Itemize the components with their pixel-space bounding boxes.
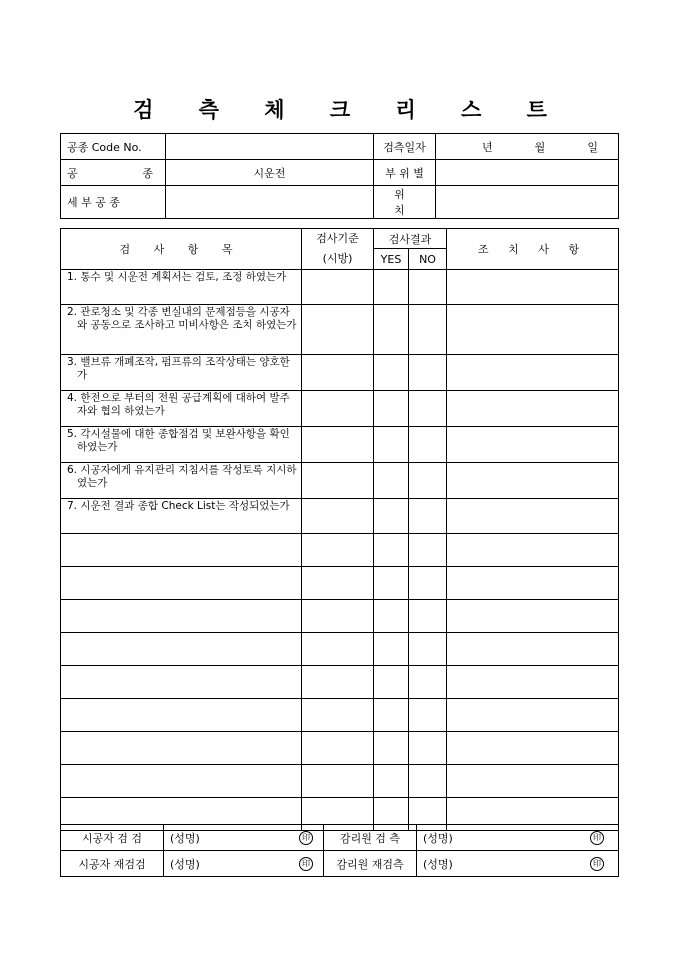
action-cell[interactable]	[447, 355, 619, 391]
signature-row-1	[61, 825, 619, 851]
standard-cell[interactable]	[302, 355, 374, 391]
no-cell[interactable]	[409, 305, 447, 355]
action-cell[interactable]	[447, 666, 619, 699]
item-cell[interactable]	[61, 699, 302, 732]
standard-cell[interactable]	[302, 270, 374, 305]
standard-cell[interactable]	[302, 391, 374, 427]
seal-icon: 印	[590, 831, 604, 845]
item-cell[interactable]	[61, 765, 302, 798]
supervisor-reinspect-seal	[511, 851, 619, 877]
signature-table	[60, 824, 619, 877]
contractor-inspect-label: 시공자 검 검	[61, 825, 164, 851]
action-cell[interactable]	[447, 499, 619, 534]
standard-cell[interactable]	[302, 567, 374, 600]
code-label: 공종 Code No.	[61, 134, 166, 160]
checklist-table	[60, 228, 619, 831]
item-cell[interactable]	[61, 633, 302, 666]
empty-row	[61, 633, 619, 666]
action-cell[interactable]	[447, 699, 619, 732]
no-cell[interactable]	[409, 633, 447, 666]
header-item: 검 사 항 목	[61, 229, 302, 270]
standard-cell[interactable]	[302, 534, 374, 567]
yes-cell[interactable]	[374, 699, 409, 732]
info-row-sub-type	[61, 186, 619, 219]
action-cell[interactable]	[447, 765, 619, 798]
info-table	[60, 133, 619, 219]
empty-row	[61, 732, 619, 765]
action-cell[interactable]	[447, 732, 619, 765]
year-label: 년	[482, 140, 493, 154]
yes-cell[interactable]	[374, 391, 409, 427]
action-cell[interactable]	[447, 305, 619, 355]
empty-row	[61, 666, 619, 699]
action-cell[interactable]	[447, 600, 619, 633]
standard-cell[interactable]	[302, 463, 374, 499]
work-type-label: 공 종	[61, 160, 166, 186]
no-cell[interactable]	[409, 699, 447, 732]
table-row	[61, 270, 619, 305]
no-cell[interactable]	[409, 270, 447, 305]
no-cell[interactable]	[409, 499, 447, 534]
action-cell[interactable]	[447, 463, 619, 499]
check-item-7: 7. 시운전 결과 종합 Check List는 작성되었는가	[61, 499, 302, 534]
part-value[interactable]	[436, 160, 619, 186]
yes-cell[interactable]	[374, 534, 409, 567]
table-row	[61, 391, 619, 427]
contractor-inspect-name[interactable]: (성명)	[164, 825, 250, 851]
empty-row	[61, 765, 619, 798]
code-value[interactable]	[166, 134, 374, 160]
header-standard	[302, 229, 374, 270]
header-standard-sub: (시방)	[322, 252, 353, 265]
signature-row-2	[61, 851, 619, 877]
date-label: 검측일자	[374, 134, 436, 160]
no-cell[interactable]	[409, 600, 447, 633]
header-action: 조 치 사 항	[447, 229, 619, 270]
yes-cell[interactable]	[374, 600, 409, 633]
item-cell[interactable]	[61, 732, 302, 765]
seal-icon: 印	[299, 857, 313, 871]
action-cell[interactable]	[447, 427, 619, 463]
yes-cell[interactable]	[374, 427, 409, 463]
sub-type-value[interactable]	[166, 186, 374, 219]
header-yes: YES	[374, 249, 409, 270]
table-row	[61, 305, 619, 355]
seal-icon: 印	[299, 831, 313, 845]
empty-row	[61, 699, 619, 732]
table-row	[61, 355, 619, 391]
standard-cell[interactable]	[302, 305, 374, 355]
yes-cell[interactable]	[374, 567, 409, 600]
yes-cell[interactable]	[374, 765, 409, 798]
table-row	[61, 427, 619, 463]
action-cell[interactable]	[447, 270, 619, 305]
contractor-reinspect-name[interactable]: (성명)	[164, 851, 250, 877]
yes-cell[interactable]	[374, 732, 409, 765]
check-item-5: 5. 각시설물에 대한 종합점검 및 보완사항을 확인 하였는가	[61, 427, 302, 463]
no-cell[interactable]	[409, 463, 447, 499]
action-cell[interactable]	[447, 391, 619, 427]
yes-cell[interactable]	[374, 270, 409, 305]
action-cell[interactable]	[447, 534, 619, 567]
no-cell[interactable]	[409, 427, 447, 463]
header-result: 검사결과	[374, 229, 447, 249]
standard-cell[interactable]	[302, 499, 374, 534]
seal-icon: 印	[590, 857, 604, 871]
no-cell[interactable]	[409, 355, 447, 391]
month-label: 월	[534, 140, 546, 154]
standard-cell[interactable]	[302, 633, 374, 666]
empty-row	[61, 534, 619, 567]
check-item-2: 2. 관로청소 및 각종 변실내의 문제점등을 시공자와 공동으로 조사하고 미비사항은 조치 하였는가	[61, 305, 302, 355]
no-cell[interactable]	[409, 391, 447, 427]
empty-row	[61, 567, 619, 600]
supervisor-reinspect-label: 감리원 재검측	[324, 851, 417, 877]
sub-type-label: 세 부 공 종	[61, 186, 166, 219]
standard-cell[interactable]	[302, 600, 374, 633]
no-cell[interactable]	[409, 765, 447, 798]
no-cell[interactable]	[409, 534, 447, 567]
action-cell[interactable]	[447, 633, 619, 666]
contractor-inspect-seal	[250, 825, 324, 851]
supervisor-inspect-seal	[511, 825, 619, 851]
no-cell[interactable]	[409, 666, 447, 699]
yes-cell[interactable]	[374, 355, 409, 391]
check-item-3: 3. 밸브류 개폐조작, 펌프류의 조작상태는 양호한가	[61, 355, 302, 391]
header-standard-title: 검사기준	[316, 232, 359, 245]
supervisor-reinspect-name[interactable]: (성명)	[417, 851, 511, 877]
no-cell[interactable]	[409, 567, 447, 600]
page-title: 검 측 체 크 리 스 트	[133, 97, 566, 122]
supervisor-inspect-name[interactable]: (성명)	[417, 825, 511, 851]
yes-cell[interactable]	[374, 305, 409, 355]
info-row-code	[61, 134, 619, 160]
standard-cell[interactable]	[302, 427, 374, 463]
standard-cell[interactable]	[302, 765, 374, 798]
no-cell[interactable]	[409, 732, 447, 765]
supervisor-inspect-label: 감리원 검 측	[324, 825, 417, 851]
check-item-1: 1. 통수 및 시운전 계획서는 검토, 조정 하였는가	[61, 270, 302, 305]
table-row	[61, 463, 619, 499]
location-label: 위 치	[374, 186, 436, 219]
empty-row	[61, 600, 619, 633]
check-item-4: 4. 한전으로 부터의 전원 공급계획에 대하여 발주자와 협의 하였는가	[61, 391, 302, 427]
item-cell[interactable]	[61, 600, 302, 633]
standard-cell[interactable]	[302, 699, 374, 732]
day-label: 일	[587, 140, 598, 154]
info-row-work-type	[61, 160, 619, 186]
standard-cell[interactable]	[302, 732, 374, 765]
item-cell[interactable]	[61, 666, 302, 699]
location-value[interactable]	[436, 186, 619, 219]
work-type-value[interactable]: 시운전	[166, 160, 374, 186]
item-cell[interactable]	[61, 534, 302, 567]
header-no: NO	[409, 249, 447, 270]
contractor-reinspect-seal	[250, 851, 324, 877]
check-item-6: 6. 시공자에게 유지관리 지침서를 작성토록 지시하였는가	[61, 463, 302, 499]
yes-cell[interactable]	[374, 463, 409, 499]
item-cell[interactable]	[61, 567, 302, 600]
contractor-reinspect-label: 시공자 재검검	[61, 851, 164, 877]
yes-cell[interactable]	[374, 633, 409, 666]
action-cell[interactable]	[447, 567, 619, 600]
date-value[interactable]	[436, 134, 619, 160]
yes-cell[interactable]	[374, 666, 409, 699]
standard-cell[interactable]	[302, 666, 374, 699]
yes-cell[interactable]	[374, 499, 409, 534]
part-label: 부 위 별	[374, 160, 436, 186]
table-row	[61, 499, 619, 534]
